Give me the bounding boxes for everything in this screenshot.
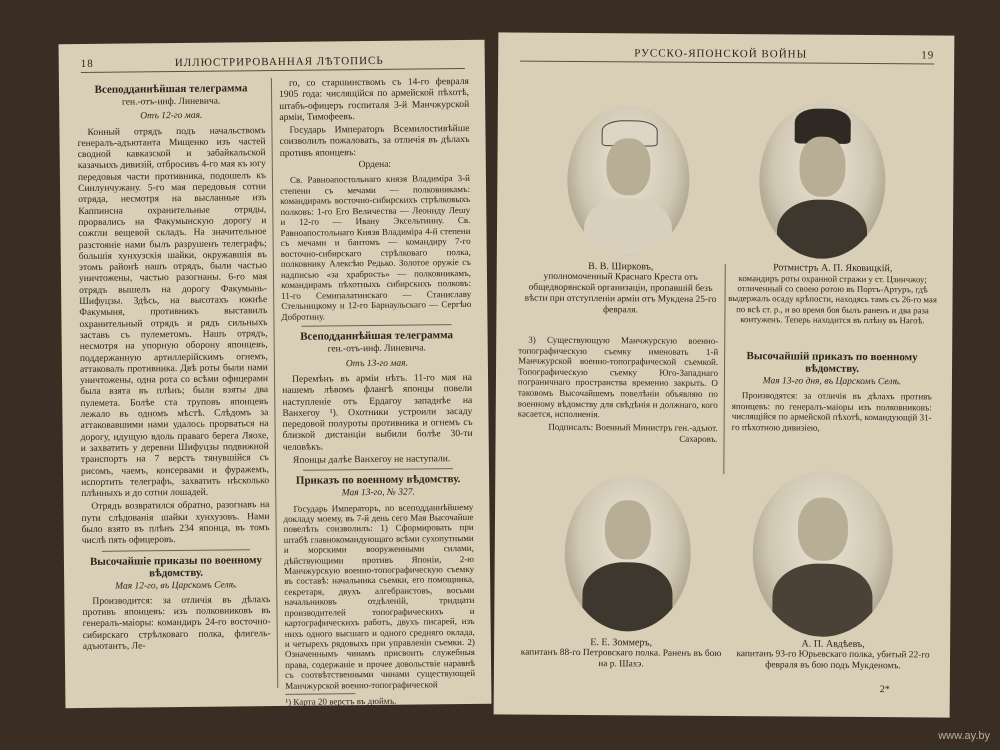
orders-text: Производится: за отличія въ дѣлахъ противъ японцевъ: изъ полковниковъ въ генералъ-маіоры: командиръ 24-го восточно-сибирскаго стрѣлковаго полка, флигель-адъютантъ, Ле- [82,593,271,653]
orders-label: Ордена: [358,159,392,171]
left-running-head [81,54,465,73]
right-order-date: Мая 13-го дня, въ Царскомъ Селѣ. [762,376,902,388]
survey-text: 3) Существующую Манчжурскую военно-топографическую съемку именовать 1-й Манчжурской военно-топографической съемкой. Топографическую съемку Юго-Западнаго пограничнаго пространства временно закрыть. О таковомъ Высочайшемъ повелѣніи объявляю по военному вѣдомству для свѣдѣнія и должнаго, кого касается, исполненія. [517,334,719,420]
telegram-date: Отъ 12-го мая. [140,111,203,122]
emperor-text: Государь Императоръ Всемилостивѣйше соизволилъ пожаловать, за отличія въ дѣлахъ противъ японцевъ: [279,123,470,159]
left-running-title: ИЛЛЮСТРИРОВАННАЯ ЛѢТОПИСЬ [174,54,384,70]
orders-heading: Высочайшіе приказы по военному вѣдомству. [89,553,263,579]
right-order-heading: Высочайшій приказъ по военному вѣдомству. [746,350,918,375]
right-column-divider [723,264,725,474]
telegram-body: Конный отрядъ подъ начальствомъ генералъ-адъютанта Мищенко изъ частей сводной кавказской и забайкальской казачьихъ дивизій, отбросивъ 4-го мая къ югу передовыя части противника, подошелъ къ Синлунчужану. 5-го мая передовыя сотни отряда, несмотря на высланные изъ Каппинсна охранительные отряды, прорвались на Факумынскую дорогу и сожгли вещевой складъ. На значительное разстояніе нами былъ разрушенъ телеграфъ; большія хунхузскія шайки, окружавшія въ этомъ районѣ нашъ отрядъ, были частью уничтожены, частью разогнаны. 6-го мая отрядъ вышелъ на дорогу Факумынь-Шифуцзы. Здѣсь, на высотахъ южнѣе Факумыня, противникъ выставилъ охранительный отрядъ и рядъ сильныхъ заставъ съ пулеметомъ. Нашъ отрядъ, несмотря на упорную оборону японцевъ, поддержанную артиллерійскимъ огнемъ, аттаковалъ противника. Двѣ роты были нами уничтожены, одна рота со всѣми офицерами была взята въ плѣнъ; были взяты два пулемета. Болѣе ста труповъ японцевъ лежало въ одномъ мѣстѣ. Слѣдомъ за аттаковавшими нами удалось прорваться на дорогу, идущую вдоль праваго берега Ляохе, и захватить у деревни Шифуцзы подвижной транспортъ на 7 верстъ тянувшійся съ рисомъ, чаемъ, консервами и фуражемъ, испортить телеграфъ, захватить нѣсколько плѣнныхъ и до сотни лошадей. [77,124,270,500]
watermark: www.ay.by [938,730,990,742]
orders-date: Мая 12-го, въ Царскомъ Селѣ. [115,579,238,592]
right-order-block [732,346,933,436]
right-middle-text-block [518,335,719,446]
telegram-2-sender: ген.-отъ-инф. Линевича. [327,343,426,355]
telegram-2-body: Перемѣнъ въ арміи нѣтъ. 11-го мая на нашемъ лѣвомъ флангѣ японцы повели наступленіе отъ Ердагоу западнѣе на Ванхегоу ¹). Охотники устроили засаду передовой полуроты противника и огнемъ съ близкой дистанціи выбили болѣе 30-ти человѣкъ. [282,371,473,453]
telegram-2-heading: Всеподданнѣйшая телеграмма [300,329,454,344]
order-327-text: Государь Императоръ, по всеподданнѣйшему докладу моему, въ 7-й день сего Мая Высочайше повелѣть соизволилъ: 1) Сформировать при штабѣ главнокомандующаго всѣми сухопутными и морскими вооруженными силами, дѣйствующими противъ Японіи, 2-ю Манчжурскую военно-топографическую съемку въ составѣ: начальника съемки, его помощника, секретаря, двухъ алгебраистовъ, восьми начальниковъ отдѣленій, тридцати производителей топографическихъ и картографическихъ работъ, двухъ писарей, изъ нихъ одного высшаго и одного средняго оклада, и четырехъ рядовыхъ при управленіи съемки. 2) Означеннымъ чинамъ присвоить служебныя права, содержаніе и прочее довольствіе наравнѣ съ соотвѣтственными чинами существующей Манчжурской военно-топографической [283,501,476,691]
right-running-title: РУССКО-ЯПОНСКОЙ ВОЙНЫ [634,47,808,61]
telegram-2-date: Отъ 13-го мая. [345,358,409,369]
portrait-zommer [564,475,691,632]
telegram-heading: Всеподданнѣйшая телеграмма [94,82,248,96]
left-column-2 [279,76,476,708]
right-running-head [520,47,934,65]
column-divider [271,78,278,688]
orders-list-text: Св. Равноапостольнаго князя Владиміра 3-й степени съ мечами — полковникамъ: командирамъ восточно-сибирскихъ стрѣлковыхъ полковъ: 1-го Его Величества — Леониду Лешу и 12-го — Ивану Эксельтиину. Св. Равноапостольнаго Князя Владиміра 4-й степени съ мечами и бантомъ — командиру 7-го восточно-сибирскаго стрѣлковаго полка, полковнику Алексѣю Редько. Золотое оружіе съ надписью «за храбрость» — полковникамъ, командирамъ пѣхотныхъ сибирскихъ полковъ: 11-го Семипалатинскаго — Станиславу Стельницкому и 12-го Барнаульскаго — Сергѣю Добротину. [280,173,472,322]
left-column-1 [77,78,271,654]
caption-avdeev: А. П. Авдѣевъ, капитанъ 93-го Юрьевскаго полка, убитый 22-го февраля въ бою подъ Мукденомъ. [736,638,930,672]
left-page-number: 18 [80,57,94,71]
footnote: ¹) Карта 20 верстъ въ дюймъ. [285,695,397,707]
right-page [494,32,955,717]
sheet-mark: 2* [879,684,890,696]
portrait-yakovitsky [759,102,886,259]
order-327-heading: Приказъ по военному вѣдомству. [295,473,461,488]
right-order-text: Производятся: за отличія въ дѣлахъ противъ японцевъ: по генералъ-маіоры изъ полковниковъ: числящійся по армейской пѣхотѣ, командующій 31-го пѣхотною дивизіею, [731,390,932,433]
col2-top-text: го, со старшинствомъ съ 14-го февраля 1905 года: числящійся по армейской пѣхотѣ, штабъ-офицеръ госпиталя 3-й Манчжурской арміи, Тимофеевъ. [279,75,470,123]
right-page-number: 19 [921,49,935,62]
left-page [59,40,492,708]
telegram-2-body-3: Японцы далѣе Ванхегоу не наступали. [292,453,451,466]
portrait-avdeev [752,470,893,637]
caption-yakovitsky: Ротмистръ А. П. Яковицкій, командиръ роты охранной стражи у ст. Цзинчжоу; отличенный со своею ротою въ Портъ-Артуръ, гдѣ выдержалъ осаду крѣпости, находясь тамъ съ 26-го мая по всѣ ст. р., и во время боя былъ раненъ и два раза контуженъ. Теперь находится въ плѣну въ Нагоѣ. [728,262,937,326]
telegram-body-2: Отрядъ возвратился обратно, разогнавъ на пути слѣдованія шайки хунхузовъ. Нами было взято въ плѣнъ 234 японца, въ томъ числѣ пять офицеровъ. [81,499,270,547]
caption-zommer: Е. Е. Зоммеръ, капитанъ 88-го Петровскаго полка. Раненъ въ бою на р. Шахэ. [520,637,722,670]
order-327-date: Мая 13-го, № 327. [341,487,415,499]
portrait-shirkov [567,105,690,256]
caption-shirkov: В. В. Ширковъ, уполномоченный Краснаго Креста отъ общедворянской организаціи, пропавшій безъ вѣсти при отступленіи арміи отъ Мукдена 25-го февраля. [524,261,717,316]
telegram-sender: ген.-отъ-инф. Линевича. [121,96,221,108]
signature: Подписалъ: Военный Министръ ген.-адъют. Сахаровъ. [548,421,718,445]
